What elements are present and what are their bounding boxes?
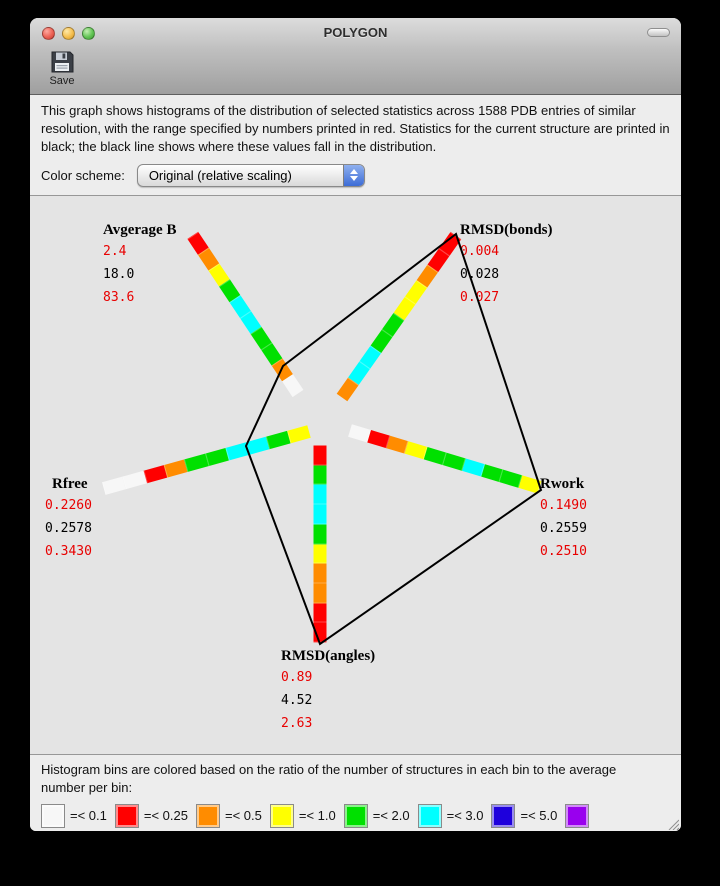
axis-rmsd-angles (281, 646, 375, 735)
axis-label: RMSD(angles) (281, 647, 376, 664)
legend-bin-label: =< 0.5 (224, 808, 262, 824)
histogram-arm-avgerage-b (187, 232, 303, 397)
plot-canvas (30, 196, 681, 754)
axis-current-value: 0.2559 (540, 520, 587, 536)
legend-bin-label: =< 2.0 (372, 808, 410, 824)
title-bar (30, 18, 681, 46)
legend-text: Histogram bins are colored based on the ratio of the number of structures in each bin to the average number per bin: (41, 761, 617, 795)
histogram-arm-rmsd-angles (314, 446, 327, 643)
legend-panel (30, 754, 681, 831)
axis-rmsd-bonds (460, 220, 553, 309)
resize-grip[interactable] (666, 817, 679, 830)
axis-max-value: 0.3430 (45, 543, 92, 559)
axis-min-value: 0.004 (460, 243, 500, 259)
minimize-button[interactable] (62, 27, 75, 40)
axis-label: Avgerage B (103, 221, 177, 238)
select-stepper-icon[interactable] (343, 165, 364, 186)
axis-current-value: 18.0 (103, 266, 135, 282)
histogram-arm-rwork (348, 424, 541, 493)
toolbar (30, 46, 681, 95)
floppy-disk-icon (49, 50, 75, 74)
color-scheme-value: Original (relative scaling) (148, 167, 292, 183)
save-button[interactable] (42, 50, 82, 87)
axis-current-value: 0.028 (460, 266, 500, 282)
axis-label: Rfree (52, 475, 88, 492)
legend-bins-row (41, 804, 670, 828)
legend-swatch-purple (565, 804, 589, 828)
legend-swatch-green (344, 804, 368, 828)
arrow-down-icon (350, 176, 358, 181)
axis-max-value: 83.6 (103, 289, 135, 305)
color-scheme-label: Color scheme: (41, 167, 125, 183)
color-scheme-row (30, 159, 681, 196)
legend-swatch-yellow (270, 804, 294, 828)
axis-avgerage-b (103, 220, 176, 309)
axis-max-value: 2.63 (281, 715, 313, 731)
save-button-label: Save (49, 75, 75, 87)
axis-min-value: 0.2260 (45, 497, 92, 513)
polygon-window (30, 18, 681, 831)
legend-swatch-white (41, 804, 65, 828)
axis-max-value: 0.2510 (540, 543, 587, 559)
legend-swatch-orange (196, 804, 220, 828)
histogram-arm-rfree (102, 425, 311, 495)
axis-rwork (540, 474, 587, 563)
legend-bin-label: =< 5.0 (520, 808, 558, 824)
axis-label: Rwork (540, 475, 585, 492)
legend-swatch-cyan (418, 804, 442, 828)
histogram-arm-rmsd-bonds (337, 232, 462, 401)
axis-rfree (45, 474, 92, 563)
axis-min-value: 0.1490 (540, 497, 587, 513)
zoom-button[interactable] (82, 27, 95, 40)
toolbar-toggle-button[interactable] (647, 28, 670, 37)
window-title: POLYGON (323, 24, 388, 40)
axis-max-value: 0.027 (460, 289, 500, 305)
axis-current-value: 0.2578 (45, 520, 92, 536)
legend-bin-label: =< 0.25 (143, 808, 188, 824)
legend-swatch-blue (491, 804, 515, 828)
legend-bin-label: =< 3.0 (446, 808, 484, 824)
axis-label: RMSD(bonds) (460, 221, 553, 238)
legend-swatch-red (115, 804, 139, 828)
description-text: This graph shows histograms of the distribution of selected statistics across 1588 PDB entries of similar resolution, with the range specified by numbers printed in red. Statistics for the current structure are printed in black; the black line shows where these values fall in the distribution. (30, 95, 681, 159)
close-button[interactable] (42, 27, 55, 40)
axis-current-value: 4.52 (281, 692, 313, 708)
axis-min-value: 2.4 (103, 243, 127, 259)
legend-bin-label: =< 0.1 (70, 808, 107, 824)
arrow-up-icon (350, 169, 358, 174)
color-scheme-select[interactable] (137, 164, 365, 187)
legend-bin-label: =< 1.0 (298, 808, 336, 824)
axis-min-value: 0.89 (281, 669, 313, 685)
